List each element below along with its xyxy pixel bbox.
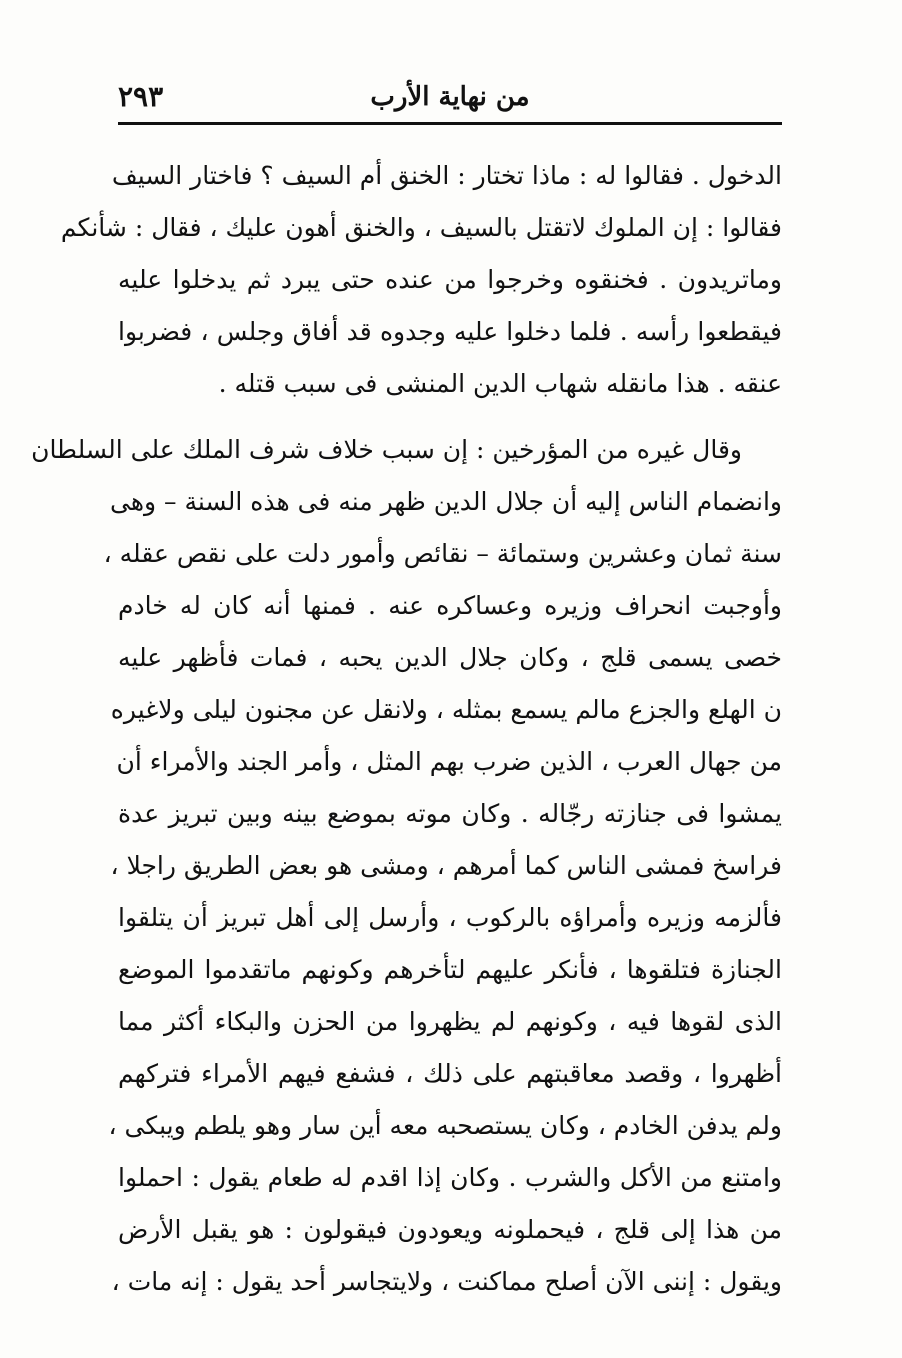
- paragraph-2: [31, 424, 782, 1308]
- header-rule: [118, 122, 782, 125]
- text-line: وأوجبت انحراف وزيره وعساكره عنه . فمنها أنه كان له خادم: [118, 591, 782, 620]
- text-line: ن الهلع والجزع مالم يسمع بمثله ، ولانقل عن مجنون ليلى ولاغيره: [110, 695, 782, 724]
- text-line: وماتريدون . فخنقوه وخرجوا من عنده حتى يبرد ثم يدخلوا عليه: [118, 265, 782, 294]
- text-line: الجنازة فتلقوها ، فأنكر عليهم لتأخرهم وكونهم ماتقدموا الموضع: [118, 955, 782, 984]
- text-line: الدخول . فقالوا له : ماذا تختار : الخنق أم السيف ؟ فاختار السيف: [111, 161, 782, 190]
- page-number: ٢٩٣: [118, 80, 164, 113]
- running-title: من نهاية الأرب: [370, 82, 530, 112]
- page-header: [118, 78, 782, 122]
- text-line: ولم يدفن الخادم ، وكان يستصحبه معه أين سار وهو يلطم ويبكى ،: [108, 1111, 782, 1140]
- body-text: [31, 150, 782, 1308]
- text-line: يمشوا فى جنازته رجّاله . وكان موته بموضع بينه وبين تبريز عدة: [118, 799, 782, 828]
- text-line: وقال غيره من المؤرخين : إن سبب خلاف شرف الملك على السلطان: [31, 435, 742, 464]
- paragraph-gap: [118, 410, 782, 424]
- text-line: الذى لقوها فيه ، وكونهم لم يظهروا من الحزن والبكاء أكثر مما: [118, 1007, 782, 1036]
- text-line: وانضمام الناس إليه أن جلال الدين ظهر منه فى هذه السنة – وهى: [110, 487, 782, 516]
- text-line: عنقه . هذا مانقله شهاب الدين المنشى فى سبب قتله .: [218, 369, 782, 398]
- text-line: سنة ثمان وعشرين وستمائة – نقائص وأمور دلت على نقص عقله ،: [103, 539, 782, 568]
- text-line: من هذا إلى قلج ، فيحملونه ويعودون فيقولون : هو يقبل الأرض: [118, 1215, 782, 1244]
- text-line: أظهروا ، وقصد معاقبتهم على ذلك ، فشفع فيهم الأمراء فتركهم: [118, 1059, 782, 1088]
- text-line: فألزمه وزيره وأمراؤه بالركوب ، وأرسل إلى أهل تبريز أن يتلقوا: [118, 903, 782, 932]
- text-line: فراسخ فمشى الناس كما أمرهم ، ومشى هو بعض الطريق راجلا ،: [110, 851, 782, 880]
- text-line: ويقول : إننى الآن أصلح مماكنت ، ولايتجاسر أحد يقول : إنه مات ،: [111, 1267, 782, 1296]
- text-line: وامتنع من الأكل والشرب . وكان إذا اقدم له طعام يقول : احملوا: [118, 1163, 782, 1192]
- text-line: من جهال العرب ، الذين ضرب بهم المثل ، وأمر الجند والأمراء أن: [116, 747, 782, 776]
- text-line: فقالوا : إن الملوك لاتقتل بالسيف ، والخنق أهون عليك ، فقال : شأنكم: [60, 213, 782, 242]
- text-line: خصى يسمى قلج ، وكان جلال الدين يحبه ، فمات فأظهر عليه: [118, 643, 782, 672]
- text-line: فيقطعوا رأسه . فلما دخلوا عليه وجدوه قد أفاق وجلس ، فضربوا: [118, 317, 782, 346]
- paragraph-1: [60, 150, 782, 410]
